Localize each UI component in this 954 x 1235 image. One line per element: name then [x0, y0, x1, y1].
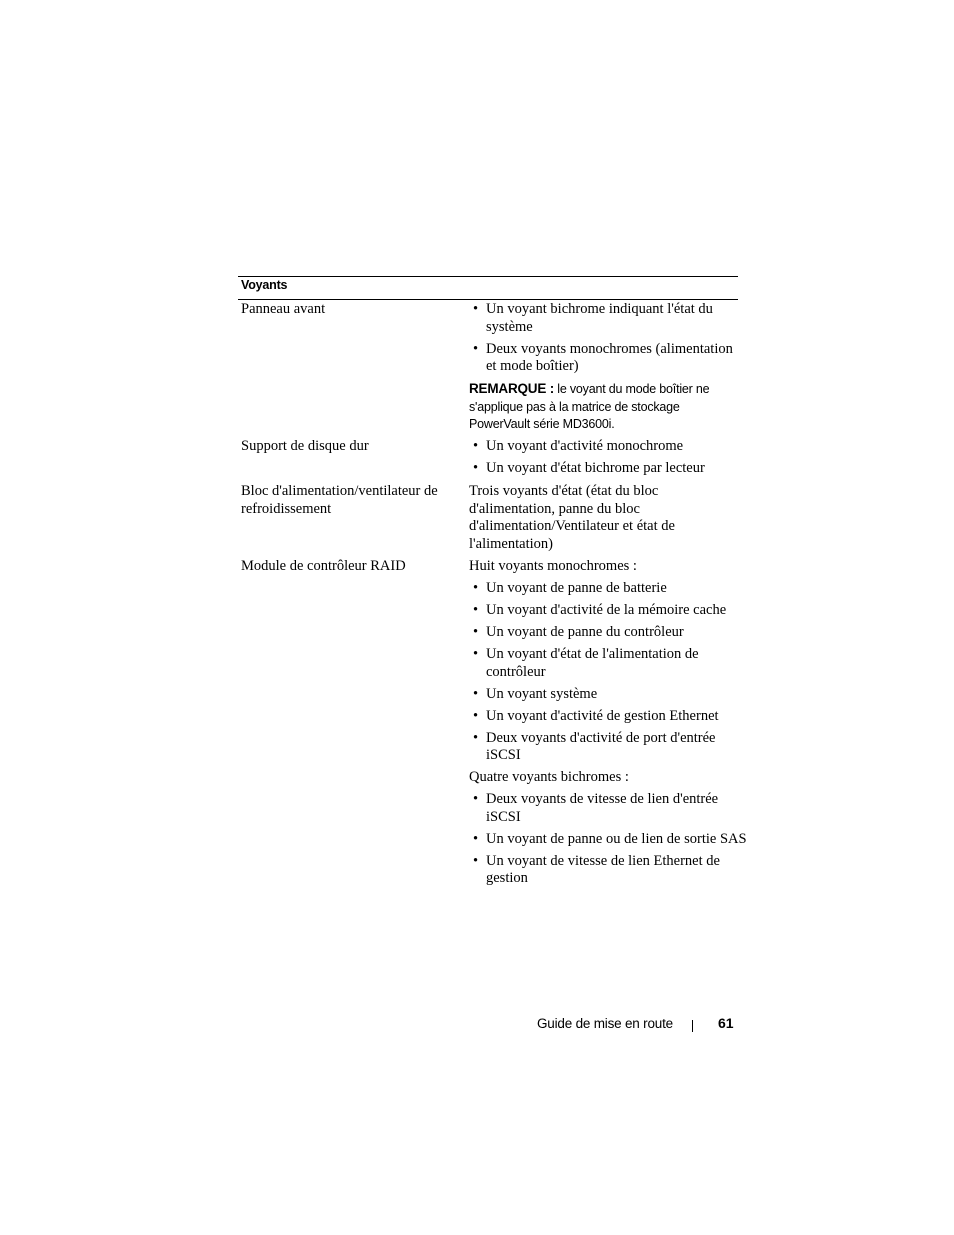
page-number: 61 [718, 1015, 734, 1031]
list-item: • Un voyant d'état de l'alimentation de contrôleur [469, 646, 739, 681]
list-item: • Un voyant d'activité monochrome [469, 438, 739, 456]
list-item: • Un voyant bichrome indiquant l'état du système [469, 301, 739, 336]
row-label-raid-controller: Module de contrôleur RAID [241, 558, 406, 574]
note [469, 380, 739, 434]
table-header-rule [238, 299, 738, 300]
list-item: • Deux voyants monochromes (alimentation et mode boîtier) [469, 341, 739, 376]
note-label: REMARQUE : [469, 381, 554, 396]
list-item: • Un voyant de panne ou de lien de sortie SAS [469, 831, 739, 849]
table-top-rule [238, 276, 738, 277]
row-label-front-panel: Panneau avant [241, 301, 326, 317]
list-item: • Un voyant d'activité de la mémoire cache [469, 602, 739, 620]
row-content-front-panel [469, 301, 739, 434]
list-item: • Deux voyants d'activité de port d'entrée iSCSI [469, 730, 739, 765]
list-item: • Un voyant de panne de batterie [469, 580, 739, 598]
table-header: Voyants [241, 278, 288, 292]
bullet-list [469, 580, 739, 765]
intro-text: Huit voyants monochromes : [469, 558, 637, 574]
note-text: le voyant du mode boîtier ne s'applique pas à la matrice de stockage PowerVault série MD3600i. [469, 382, 710, 431]
list-item: • Un voyant de panne du contrôleur [469, 624, 739, 642]
intro-text: Quatre voyants bichromes : [469, 769, 629, 785]
bullet-list [469, 438, 739, 478]
list-item: • Un voyant de vitesse de lien Ethernet de gestion [469, 853, 739, 888]
list-item: • Deux voyants de vitesse de lien d'entrée iSCSI [469, 791, 739, 826]
row-label-hard-drive-carrier: Support de disque dur [241, 438, 369, 454]
row-content-raid-controller [469, 558, 747, 892]
row-content-hard-drive-carrier [469, 438, 739, 482]
footer-title: Guide de mise en route [537, 1016, 673, 1031]
list-item: • Un voyant d'état bichrome par lecteur [469, 460, 739, 478]
bullet-list [469, 301, 739, 376]
list-item: • Un voyant d'activité de gestion Ethernet [469, 708, 739, 726]
row-label-power-supply-fan: Bloc d'alimentation/ventilateur de refroidissement [241, 483, 438, 517]
list-item: • Un voyant système [469, 686, 739, 704]
bullet-list [469, 791, 747, 888]
row-content-power-supply-fan: Trois voyants d'état (état du bloc d'alimentation, panne du bloc d'alimentation/Ventilateur et état de l'alimentation) [469, 483, 675, 552]
footer-separator [692, 1020, 693, 1032]
